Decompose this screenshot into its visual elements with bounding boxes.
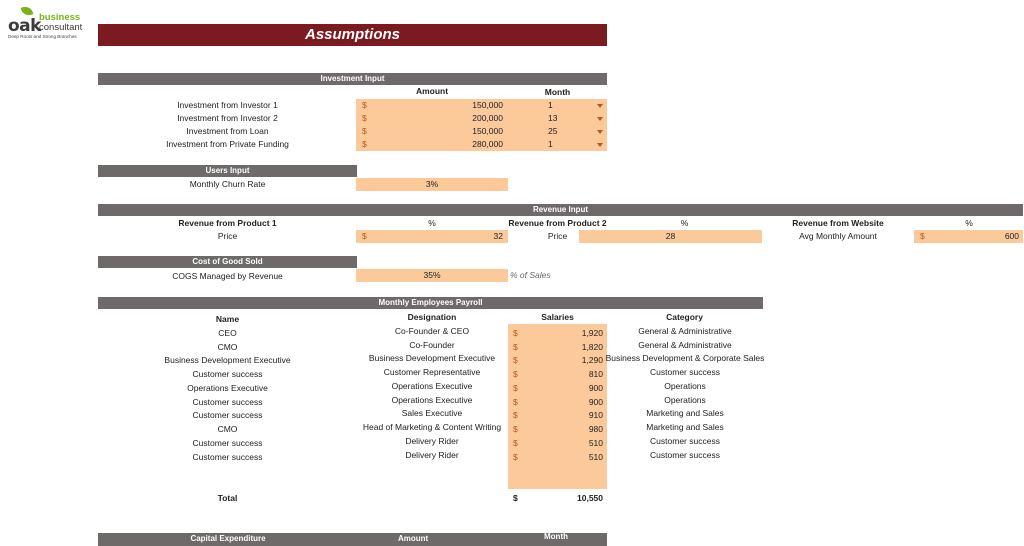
investment-col-month: Month bbox=[544, 87, 571, 97]
investment-month-value: 13 bbox=[548, 113, 558, 123]
payroll-row-category: General & Administrative bbox=[638, 326, 732, 336]
cogs-label: COGS Managed by Revenue bbox=[172, 271, 283, 281]
revenue-header: Revenue Input bbox=[98, 204, 1023, 216]
total-label: Total bbox=[217, 493, 238, 503]
payroll-header: Monthly Employees Payroll bbox=[98, 297, 763, 309]
investment-row-label: Investment from Investor 1 bbox=[177, 100, 278, 110]
investment-month-value: 1 bbox=[548, 100, 553, 110]
payroll-salary-input[interactable]: 510 bbox=[588, 452, 603, 462]
logo-word-oak: oak bbox=[8, 16, 41, 36]
currency-symbol: $ bbox=[920, 231, 925, 241]
capex-header bbox=[98, 533, 607, 546]
payroll-row-category: General & Administrative bbox=[638, 340, 732, 350]
churn-rate-input[interactable]: 3% bbox=[356, 178, 508, 191]
website-amount-value: 600 bbox=[1004, 231, 1019, 241]
investment-header: Investment Input bbox=[98, 73, 607, 85]
payroll-col-name: Name bbox=[215, 314, 240, 324]
investment-month-select[interactable] bbox=[508, 138, 607, 151]
payroll-salary-input[interactable]: 900 bbox=[588, 383, 603, 393]
investment-col-amount: Amount bbox=[415, 86, 449, 96]
currency-symbol: $ bbox=[513, 355, 518, 365]
investment-month-value: 1 bbox=[548, 139, 553, 149]
chevron-down-icon[interactable] bbox=[597, 117, 603, 121]
currency-symbol: $ bbox=[362, 231, 367, 241]
investment-row-label: Investment from Private Funding bbox=[166, 139, 289, 149]
investment-row-label: Investment from Loan bbox=[186, 126, 269, 136]
payroll-row-category: Marketing and Sales bbox=[646, 422, 724, 432]
capex-col-amount: Amount bbox=[398, 534, 429, 543]
payroll-row-name: CMO bbox=[217, 424, 238, 434]
cogs-header: Cost of Good Sold bbox=[98, 256, 357, 268]
investment-amount-input[interactable] bbox=[356, 125, 508, 138]
currency-symbol: $ bbox=[513, 397, 518, 407]
investment-month-select[interactable] bbox=[508, 112, 607, 125]
currency-symbol: $ bbox=[513, 410, 518, 420]
capex-title: Capital Expenditure bbox=[190, 534, 266, 543]
investment-amount-input[interactable] bbox=[356, 138, 508, 151]
logo-tagline: Deep Roots and Strong Branches bbox=[8, 34, 77, 39]
logo-word-business: business bbox=[39, 12, 81, 23]
payroll-row-designation: Co-Founder & CEO bbox=[394, 326, 470, 336]
payroll-row-designation: Head of Marketing & Content Writing bbox=[362, 422, 502, 432]
currency-symbol: $ bbox=[513, 383, 518, 393]
payroll-row-category: Operations bbox=[664, 395, 706, 405]
chevron-down-icon[interactable] bbox=[597, 143, 603, 147]
investment-amount-value: 280,000 bbox=[472, 139, 503, 149]
payroll-row-designation: Co-Founder bbox=[409, 340, 455, 350]
page-title: Assumptions bbox=[98, 24, 607, 46]
payroll-row-category: Customer success bbox=[650, 450, 720, 460]
payroll-row-designation: Operations Executive bbox=[391, 381, 473, 391]
payroll-salary-input[interactable]: 1,820 bbox=[581, 342, 603, 352]
payroll-row-name: Operations Executive bbox=[187, 383, 268, 393]
currency-symbol: $ bbox=[513, 438, 518, 448]
investment-amount-input[interactable] bbox=[356, 112, 508, 125]
currency-symbol: $ bbox=[513, 452, 518, 462]
product1-label: Revenue from Product 1 bbox=[178, 218, 277, 228]
company-logo bbox=[8, 6, 92, 42]
payroll-row-designation: Delivery Rider bbox=[405, 436, 459, 446]
payroll-col-salaries: Salaries bbox=[541, 312, 574, 322]
payroll-row-category: Business Development & Corporate Sales bbox=[605, 353, 765, 363]
payroll-salary-input[interactable]: 810 bbox=[588, 369, 603, 379]
payroll-col-designation: Designation bbox=[407, 312, 457, 322]
payroll-row-name: CMO bbox=[217, 342, 238, 352]
product1-price-input[interactable] bbox=[356, 230, 508, 243]
investment-amount-input[interactable] bbox=[356, 99, 508, 112]
payroll-salary-input[interactable]: 1,290 bbox=[581, 355, 603, 365]
capex-col-month: Month bbox=[544, 532, 568, 541]
payroll-row-name: Business Development Executive bbox=[164, 355, 291, 365]
payroll-salary-input[interactable]: 1,920 bbox=[581, 328, 603, 338]
payroll-row-designation: Sales Executive bbox=[401, 408, 463, 418]
cogs-note: % of Sales bbox=[510, 270, 551, 280]
total-currency: $ bbox=[513, 493, 518, 503]
payroll-row-name: CEO bbox=[218, 328, 237, 338]
payroll-row-category: Customer success bbox=[650, 367, 720, 377]
website-amount-input[interactable] bbox=[914, 230, 1023, 243]
payroll-salary-input[interactable]: 980 bbox=[588, 424, 603, 434]
investment-row-label: Investment from Investor 2 bbox=[177, 113, 278, 123]
churn-rate-label: Monthly Churn Rate bbox=[189, 179, 266, 189]
payroll-row-name: Customer success bbox=[192, 452, 263, 462]
investment-month-value: 25 bbox=[548, 126, 558, 136]
payroll-row-name: Customer success bbox=[192, 438, 263, 448]
investment-month-select[interactable] bbox=[508, 125, 607, 138]
payroll-salary-input[interactable]: 900 bbox=[588, 397, 603, 407]
investment-amount-value: 200,000 bbox=[472, 113, 503, 123]
currency-symbol: $ bbox=[362, 139, 367, 149]
product2-label: Revenue from Product 2 bbox=[508, 218, 607, 228]
payroll-row-designation: Operations Executive bbox=[391, 395, 473, 405]
total-value: 10,550 bbox=[577, 493, 603, 503]
payroll-row-category: Customer success bbox=[650, 436, 720, 446]
payroll-salary-input[interactable]: 510 bbox=[588, 438, 603, 448]
payroll-col-category: Category bbox=[666, 312, 703, 322]
payroll-row-designation: Business Development Executive bbox=[368, 353, 496, 363]
investment-amount-value: 150,000 bbox=[472, 100, 503, 110]
currency-symbol: $ bbox=[513, 369, 518, 379]
payroll-row-category: Operations bbox=[664, 381, 706, 391]
currency-symbol: $ bbox=[513, 328, 518, 338]
product2-price-input[interactable]: 28 bbox=[579, 230, 762, 243]
website-label: Revenue from Website bbox=[792, 218, 884, 228]
product1-pct-label: % bbox=[428, 218, 436, 228]
payroll-row-designation: Customer Representative bbox=[383, 367, 481, 377]
product2-pct-label: % bbox=[680, 218, 689, 228]
investment-amount-value: 150,000 bbox=[472, 126, 503, 136]
chevron-down-icon[interactable] bbox=[597, 130, 603, 134]
payroll-salary-input[interactable]: 910 bbox=[588, 410, 603, 420]
payroll-row-category: Marketing and Sales bbox=[646, 408, 724, 418]
product2-price-label: Price bbox=[547, 231, 568, 241]
users-header: Users Input bbox=[98, 165, 357, 177]
payroll-row-name: Customer success bbox=[192, 410, 263, 420]
currency-symbol: $ bbox=[513, 342, 518, 352]
currency-symbol: $ bbox=[362, 126, 367, 136]
website-pct-label: % bbox=[965, 218, 973, 228]
website-amount-label: Avg Monthly Amount bbox=[799, 231, 877, 241]
investment-month-select[interactable] bbox=[508, 99, 607, 112]
currency-symbol: $ bbox=[362, 113, 367, 123]
logo-word-consultant: consultant bbox=[39, 22, 83, 33]
product1-price-value: 32 bbox=[493, 231, 503, 241]
chevron-down-icon[interactable] bbox=[597, 104, 603, 108]
product1-price-label: Price bbox=[217, 231, 238, 241]
payroll-row-name: Customer success bbox=[192, 369, 263, 379]
payroll-row-designation: Delivery Rider bbox=[405, 450, 459, 460]
cogs-input[interactable]: 35% bbox=[356, 269, 508, 282]
currency-symbol: $ bbox=[513, 424, 518, 434]
payroll-row-name: Customer success bbox=[192, 397, 263, 407]
currency-symbol: $ bbox=[362, 100, 367, 110]
